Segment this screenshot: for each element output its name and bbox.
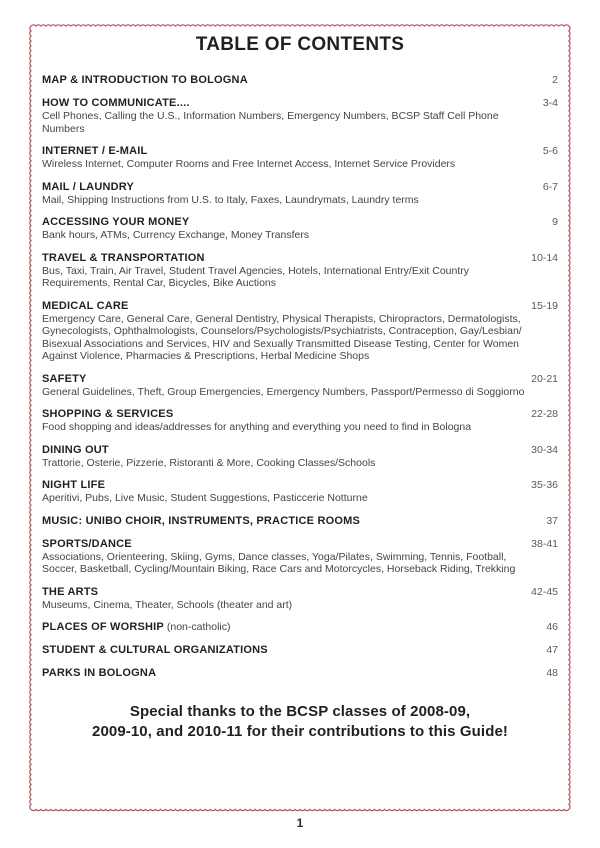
toc-entry-title <box>42 145 147 158</box>
toc-entry-pages: 47 <box>546 644 558 656</box>
toc-entry-pages: 9 <box>552 216 558 228</box>
toc-entry-pages: 46 <box>546 621 558 633</box>
toc-entry-title-text: DINING OUT <box>42 443 109 456</box>
toc-entry-title-text: INTERNET / E-MAIL <box>42 145 148 157</box>
toc-entry-title <box>42 667 156 680</box>
toc-entry <box>42 408 558 434</box>
toc-entry-pages: 6-7 <box>542 180 558 193</box>
toc-content <box>42 34 558 742</box>
toc-entry-subtitle: Cell Phones, Calling the U.S., Information Numbers, Emergency Numbers, BCSP Staff Cell Phone Numbers <box>42 110 499 135</box>
toc-entry-title <box>42 479 105 492</box>
toc-entry <box>42 444 558 470</box>
toc-entry-row <box>42 145 558 158</box>
toc-entry-title <box>42 538 132 551</box>
toc-entry-title <box>42 586 98 599</box>
toc-entry-row <box>42 216 558 229</box>
toc-entry-title-suffix: (non-catholic) <box>163 621 231 633</box>
footer-note <box>42 702 558 742</box>
toc-entry-title-text: TRAVEL & TRANSPORTATION <box>42 251 205 264</box>
toc-entry-title-text: SPORTS/DANCE <box>42 537 132 550</box>
toc-entry <box>42 586 558 612</box>
toc-entry-row <box>42 644 558 657</box>
toc-entry-pages: 35-36 <box>531 479 558 491</box>
toc-entry-pages: 15-19 <box>531 299 558 312</box>
toc-entry-row <box>42 300 558 313</box>
toc-entry-pages: 10-14 <box>531 251 558 264</box>
toc-entry-title-text: NIGHT LIFE <box>42 479 106 491</box>
toc-entry <box>42 181 558 207</box>
toc-entry-title-text: PLACES OF WORSHIP <box>42 621 164 633</box>
toc-entry-pages: 5-6 <box>542 145 558 157</box>
toc-entry-subtitle: Bus, Taxi, Train, Air Travel, Student Travel Agencies, Hotels, International Entry/Exit Country Requirements, Rental Car, Bicycles, Bike Auctions <box>42 264 470 289</box>
toc-entry-subtitle: Museums, Cinema, Theater, Schools (theater and art) <box>42 598 293 611</box>
toc-entry-row <box>42 97 558 110</box>
toc-entry-title <box>42 216 189 229</box>
toc-entry-row <box>42 621 558 634</box>
toc-entry <box>42 252 558 290</box>
toc-entry-subtitle: Mail, Shipping Instructions from U.S. to Italy, Faxes, Laundrymats, Laundry terms <box>42 193 419 206</box>
toc-entry-row <box>42 444 558 457</box>
toc-entry <box>42 515 558 528</box>
toc-entry-row <box>42 181 558 194</box>
toc-entry-row <box>42 479 558 492</box>
toc-entry-title <box>42 644 268 657</box>
toc-entry <box>42 145 558 171</box>
toc-entry <box>42 74 558 87</box>
toc-entry-pages: 38-41 <box>531 537 558 550</box>
toc-entry-title <box>42 300 129 313</box>
toc-entry <box>42 667 558 680</box>
toc-entry-row <box>42 373 558 386</box>
toc-entry-pages: 37 <box>546 514 558 527</box>
toc-entry-subtitle: Bank hours, ATMs, Currency Exchange, Money Transfers <box>42 229 310 241</box>
page-number: 1 <box>296 816 304 830</box>
toc-entries <box>42 74 558 680</box>
toc-entry-pages: 48 <box>546 667 558 679</box>
toc-entry-title-text: THE ARTS <box>42 585 99 598</box>
toc-entry-title <box>42 97 190 110</box>
toc-entry-subtitle: Aperitivi, Pubs, Live Music, Student Suggestions, Pasticcerie Notturne <box>42 492 368 504</box>
toc-entry-row <box>42 667 558 680</box>
toc-entry-title <box>42 252 205 265</box>
toc-entry <box>42 479 558 505</box>
toc-entry-title-text: MAP & INTRODUCTION TO BOLOGNA <box>42 74 248 86</box>
toc-entry-title <box>42 408 173 421</box>
toc-entry-pages: 42-45 <box>531 585 558 598</box>
toc-entry <box>42 621 558 634</box>
toc-entry-pages: 20-21 <box>531 372 558 385</box>
toc-entry-row <box>42 74 558 87</box>
toc-entry-title-text: MUSIC: UNIBO CHOIR, INSTRUMENTS, PRACTICE ROOMS <box>42 514 361 527</box>
toc-entry-title-text: SHOPPING & SERVICES <box>42 408 174 420</box>
toc-entry <box>42 373 558 399</box>
toc-entry-row <box>42 252 558 265</box>
toc-entry-subtitle: Food shopping and ideas/addresses for anything and everything you need to find in Bologna <box>42 421 472 433</box>
toc-entry-subtitle: Wireless Internet, Computer Rooms and Free Internet Access, Internet Service Providers <box>42 158 456 170</box>
page-title: TABLE OF CONTENTS <box>195 34 405 55</box>
toc-entry-subtitle: Associations, Orienteering, Skiing, Gyms, Dance classes, Yoga/Pilates, Swimming, Tennis, Football, Soccer, Basketball, Cycling/Mountain Biking, Race Cars and Motorcycles, Horseback Riding, Trekking <box>42 550 516 575</box>
toc-entry <box>42 538 558 576</box>
toc-entry-title-text: PARKS IN BOLOGNA <box>42 667 157 679</box>
toc-entry-title <box>42 373 87 386</box>
toc-entry-subtitle: General Guidelines, Theft, Group Emergencies, Emergency Numbers, Passport/Permesso di Soggiorno <box>42 385 525 398</box>
toc-entry-pages: 30-34 <box>531 443 558 456</box>
toc-entry-row <box>42 408 558 421</box>
toc-entry-pages: 2 <box>552 74 558 86</box>
toc-entry-title-text: MEDICAL CARE <box>42 299 129 312</box>
toc-entry-row <box>42 586 558 599</box>
toc-entry-subtitle: Trattorie, Osterie, Pizzerie, Ristoranti & More, Cooking Classes/Schools <box>42 456 376 469</box>
toc-entry-title-text: MAIL / LAUNDRY <box>42 180 135 193</box>
toc-entry-subtitle: Emergency Care, General Care, General Dentistry, Physical Therapists, Chiropractors, Dermatologists, Gynecologists, Ophthalmologists, Counselors/Psychologists/Psychiatrists, Contraception, Gay/Lesbian/ Bisexual Associations and Services, HIV and Sexually Transmitted Disease Testing, Center for Women Against Violence, Pharmacies & Prescriptions, Herbal Medicine Shops <box>42 312 522 362</box>
toc-entry-pages: 3-4 <box>542 97 558 109</box>
toc-entry-title <box>42 515 360 528</box>
toc-entry-title-text: SAFETY <box>42 372 87 385</box>
toc-entry <box>42 97 558 135</box>
toc-entry-row <box>42 515 558 528</box>
toc-entry <box>42 216 558 242</box>
toc-entry-row <box>42 538 558 551</box>
toc-entry-title <box>42 181 134 194</box>
toc-entry-title <box>42 74 248 87</box>
toc-entry-title-text: HOW TO COMMUNICATE.... <box>42 97 190 109</box>
footer-note-line2: 2009-10, and 2010-11 for their contributions to this Guide! <box>92 722 508 740</box>
toc-entry <box>42 644 558 657</box>
toc-entry <box>42 300 558 363</box>
toc-entry-title <box>42 444 109 457</box>
footer-note-line1: Special thanks to the BCSP classes of 2008-09, <box>129 703 471 720</box>
toc-entry-title <box>42 621 231 634</box>
toc-entry-title-text: STUDENT & CULTURAL ORGANIZATIONS <box>42 644 268 656</box>
toc-entry-title-text: ACCESSING YOUR MONEY <box>42 216 190 228</box>
toc-entry-pages: 22-28 <box>531 408 558 420</box>
